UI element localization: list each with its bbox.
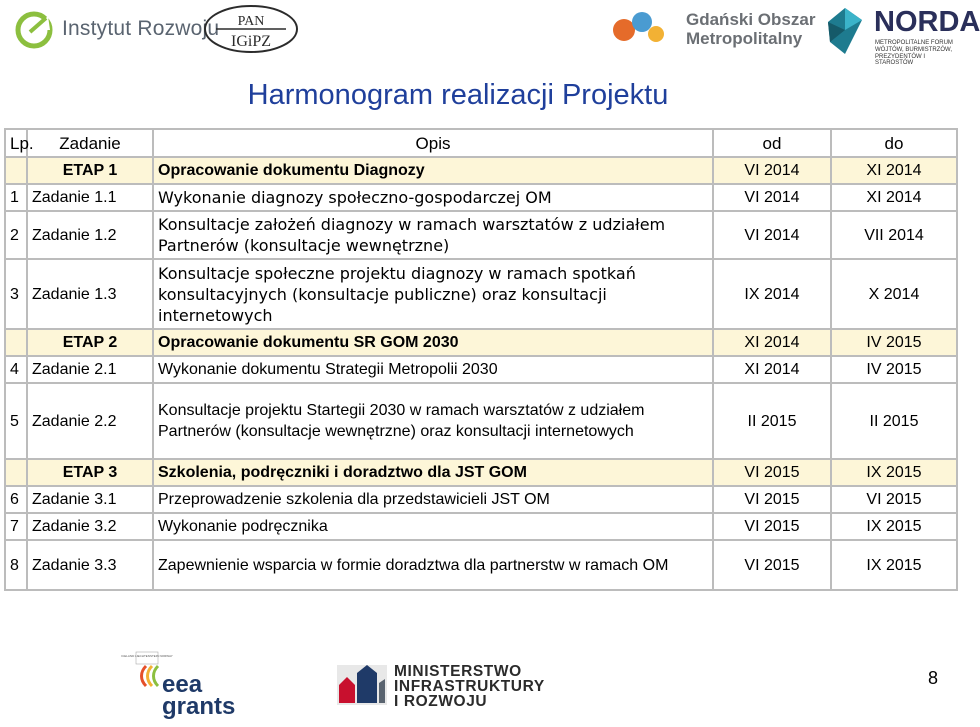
- eea-grants-logo-icon: [110, 650, 173, 710]
- ministry-line1: MINISTERSTWO: [394, 663, 522, 680]
- table-cell-do: VII 2014: [831, 211, 957, 259]
- table-cell-od: XI 2014: [713, 356, 831, 383]
- table-row: [5, 486, 957, 513]
- norda-logo-text: NORDA: [874, 6, 980, 38]
- table-cell-opis: Konsultacje założeń diagnozy w ramach warsztatów z udziałem Partnerów (konsultacje wewnętrzne): [153, 211, 713, 259]
- table-cell-od: II 2015: [713, 383, 831, 459]
- table-row: [5, 211, 957, 259]
- table-cell-od: VI 2014: [713, 184, 831, 211]
- table-cell-opis: Wykonanie podręcznika: [153, 513, 713, 540]
- table-row: [5, 184, 957, 211]
- table-cell-lp: 2: [5, 211, 27, 259]
- instytut-rozwoju-logo-icon: [16, 12, 52, 48]
- table-cell-do: XI 2014: [831, 157, 957, 184]
- page-title: Harmonogram realizacji Projektu: [247, 79, 669, 111]
- header-opis: Opis: [153, 129, 713, 157]
- table-header-row: [5, 129, 957, 157]
- norda-logo-subtitle: [875, 40, 960, 67]
- eea-line1: eea: [162, 671, 203, 698]
- table-cell-od: VI 2015: [713, 459, 831, 486]
- table-cell-opis: Opracowanie dokumentu SR GOM 2030: [153, 329, 713, 356]
- norda-sub-line1: METROPOLITALNE FORUM: [875, 40, 953, 46]
- table-cell-od: IX 2014: [713, 259, 831, 329]
- table-cell-opis: Szkolenia, podręczniki i doradztwo dla JST GOM: [153, 459, 713, 486]
- table-cell-zadanie: Zadanie 1.2: [27, 211, 153, 259]
- table-cell-zadanie: ETAP 2: [27, 329, 153, 356]
- table-row: [5, 513, 957, 540]
- table-cell-lp: 8: [5, 540, 27, 590]
- header-od: od: [713, 129, 831, 157]
- table-row-etap: [5, 459, 957, 486]
- table-cell-do: IV 2015: [831, 329, 957, 356]
- eea-grants-logo-text: [162, 671, 236, 720]
- table-cell-opis: Wykonanie dokumentu Strategii Metropolii 2030: [153, 356, 713, 383]
- table-cell-lp: [5, 459, 27, 486]
- norda-sub-line3: PREZYDENTÓW I STAROSTÓW: [875, 53, 926, 67]
- schedule-table: [4, 128, 958, 591]
- table-cell-od: VI 2015: [713, 486, 831, 513]
- ministry-line3: I ROZWOJU: [394, 693, 488, 710]
- table-cell-od: VI 2014: [713, 157, 831, 184]
- table-cell-do: IX 2015: [831, 513, 957, 540]
- gom-logo-line1: Gdański Obszar: [686, 10, 816, 29]
- ministry-logo-icon: [335, 655, 389, 709]
- table-cell-do: IV 2015: [831, 356, 957, 383]
- table-cell-zadanie: ETAP 3: [27, 459, 153, 486]
- table-row: [5, 383, 957, 459]
- pan-logo-bottom-text: IGiPZ: [231, 33, 271, 50]
- header-do: do: [831, 129, 957, 157]
- table-cell-lp: 5: [5, 383, 27, 459]
- table-cell-opis: Konsultacje społeczne projektu diagnozy w ramach spotkań konsultacyjnych (konsultacje publiczne) oraz konsultacji internetowych: [153, 259, 713, 329]
- table-cell-zadanie: Zadanie 1.3: [27, 259, 153, 329]
- table-cell-do: IX 2015: [831, 540, 957, 590]
- table-row: [5, 356, 957, 383]
- header-lp: Lp.: [5, 129, 27, 157]
- table-cell-zadanie: ETAP 1: [27, 157, 153, 184]
- eea-line2: grants: [162, 693, 236, 720]
- table-cell-lp: 4: [5, 356, 27, 383]
- table-cell-od: VI 2015: [713, 513, 831, 540]
- table-cell-lp: 3: [5, 259, 27, 329]
- table-cell-opis: Konsultacje projektu Startegii 2030 w ramach warsztatów z udziałem Partnerów (konsultacje wewnętrzne) oraz konsultacji internetowych: [153, 383, 713, 459]
- table-row-etap: [5, 157, 957, 184]
- gom-logo-text: [686, 10, 815, 48]
- pan-logo-top-text: PAN: [237, 14, 265, 29]
- table-cell-do: IX 2015: [831, 459, 957, 486]
- table-cell-zadanie: Zadanie 1.1: [27, 184, 153, 211]
- table-cell-zadanie: Zadanie 3.3: [27, 540, 153, 590]
- table-row: [5, 259, 957, 329]
- table-cell-lp: [5, 329, 27, 356]
- table-cell-zadanie: Zadanie 2.2: [27, 383, 153, 459]
- table-cell-zadanie: Zadanie 3.1: [27, 486, 153, 513]
- table-cell-lp: [5, 157, 27, 184]
- page-number: 8: [928, 668, 939, 688]
- pan-igipz-logo: [202, 3, 300, 55]
- instytut-rozwoju-logo-text: Instytut Rozwoju: [62, 17, 220, 40]
- table-cell-lp: 1: [5, 184, 27, 211]
- table-cell-do: XI 2014: [831, 184, 957, 211]
- table-cell-opis: Zapewnienie wsparcia w formie doradztwa dla partnerstw w ramach OM: [153, 540, 713, 590]
- gom-logo-line2: Metropolitalny: [686, 29, 803, 48]
- eea-small-text: ICELAND LIECHTENSTEIN NORWAY: [121, 654, 173, 658]
- table-cell-lp: 7: [5, 513, 27, 540]
- table-cell-opis: Przeprowadzenie szkolenia dla przedstawicieli JST OM: [153, 486, 713, 513]
- table-cell-opis: Wykonanie diagnozy społeczno-gospodarczej OM: [153, 184, 713, 211]
- ministry-logo-text: [394, 664, 545, 709]
- norda-logo-icon: [826, 6, 864, 56]
- header-zadanie: Zadanie: [27, 129, 153, 157]
- table-cell-od: VI 2015: [713, 540, 831, 590]
- table-row: [5, 540, 957, 590]
- table-cell-zadanie: Zadanie 2.1: [27, 356, 153, 383]
- table-cell-od: VI 2014: [713, 211, 831, 259]
- table-cell-do: X 2014: [831, 259, 957, 329]
- table-cell-do: VI 2015: [831, 486, 957, 513]
- table-cell-opis: Opracowanie dokumentu Diagnozy: [153, 157, 713, 184]
- table-cell-zadanie: Zadanie 3.2: [27, 513, 153, 540]
- table-cell-lp: 6: [5, 486, 27, 513]
- gom-logo-icon: [610, 8, 670, 48]
- table-row-etap: [5, 329, 957, 356]
- norda-sub-line2: WÓJTÓW, BURMISTRZÓW,: [875, 46, 952, 53]
- ministry-line2: INFRASTRUKTURY: [394, 678, 545, 695]
- table-cell-od: XI 2014: [713, 329, 831, 356]
- table-cell-do: II 2015: [831, 383, 957, 459]
